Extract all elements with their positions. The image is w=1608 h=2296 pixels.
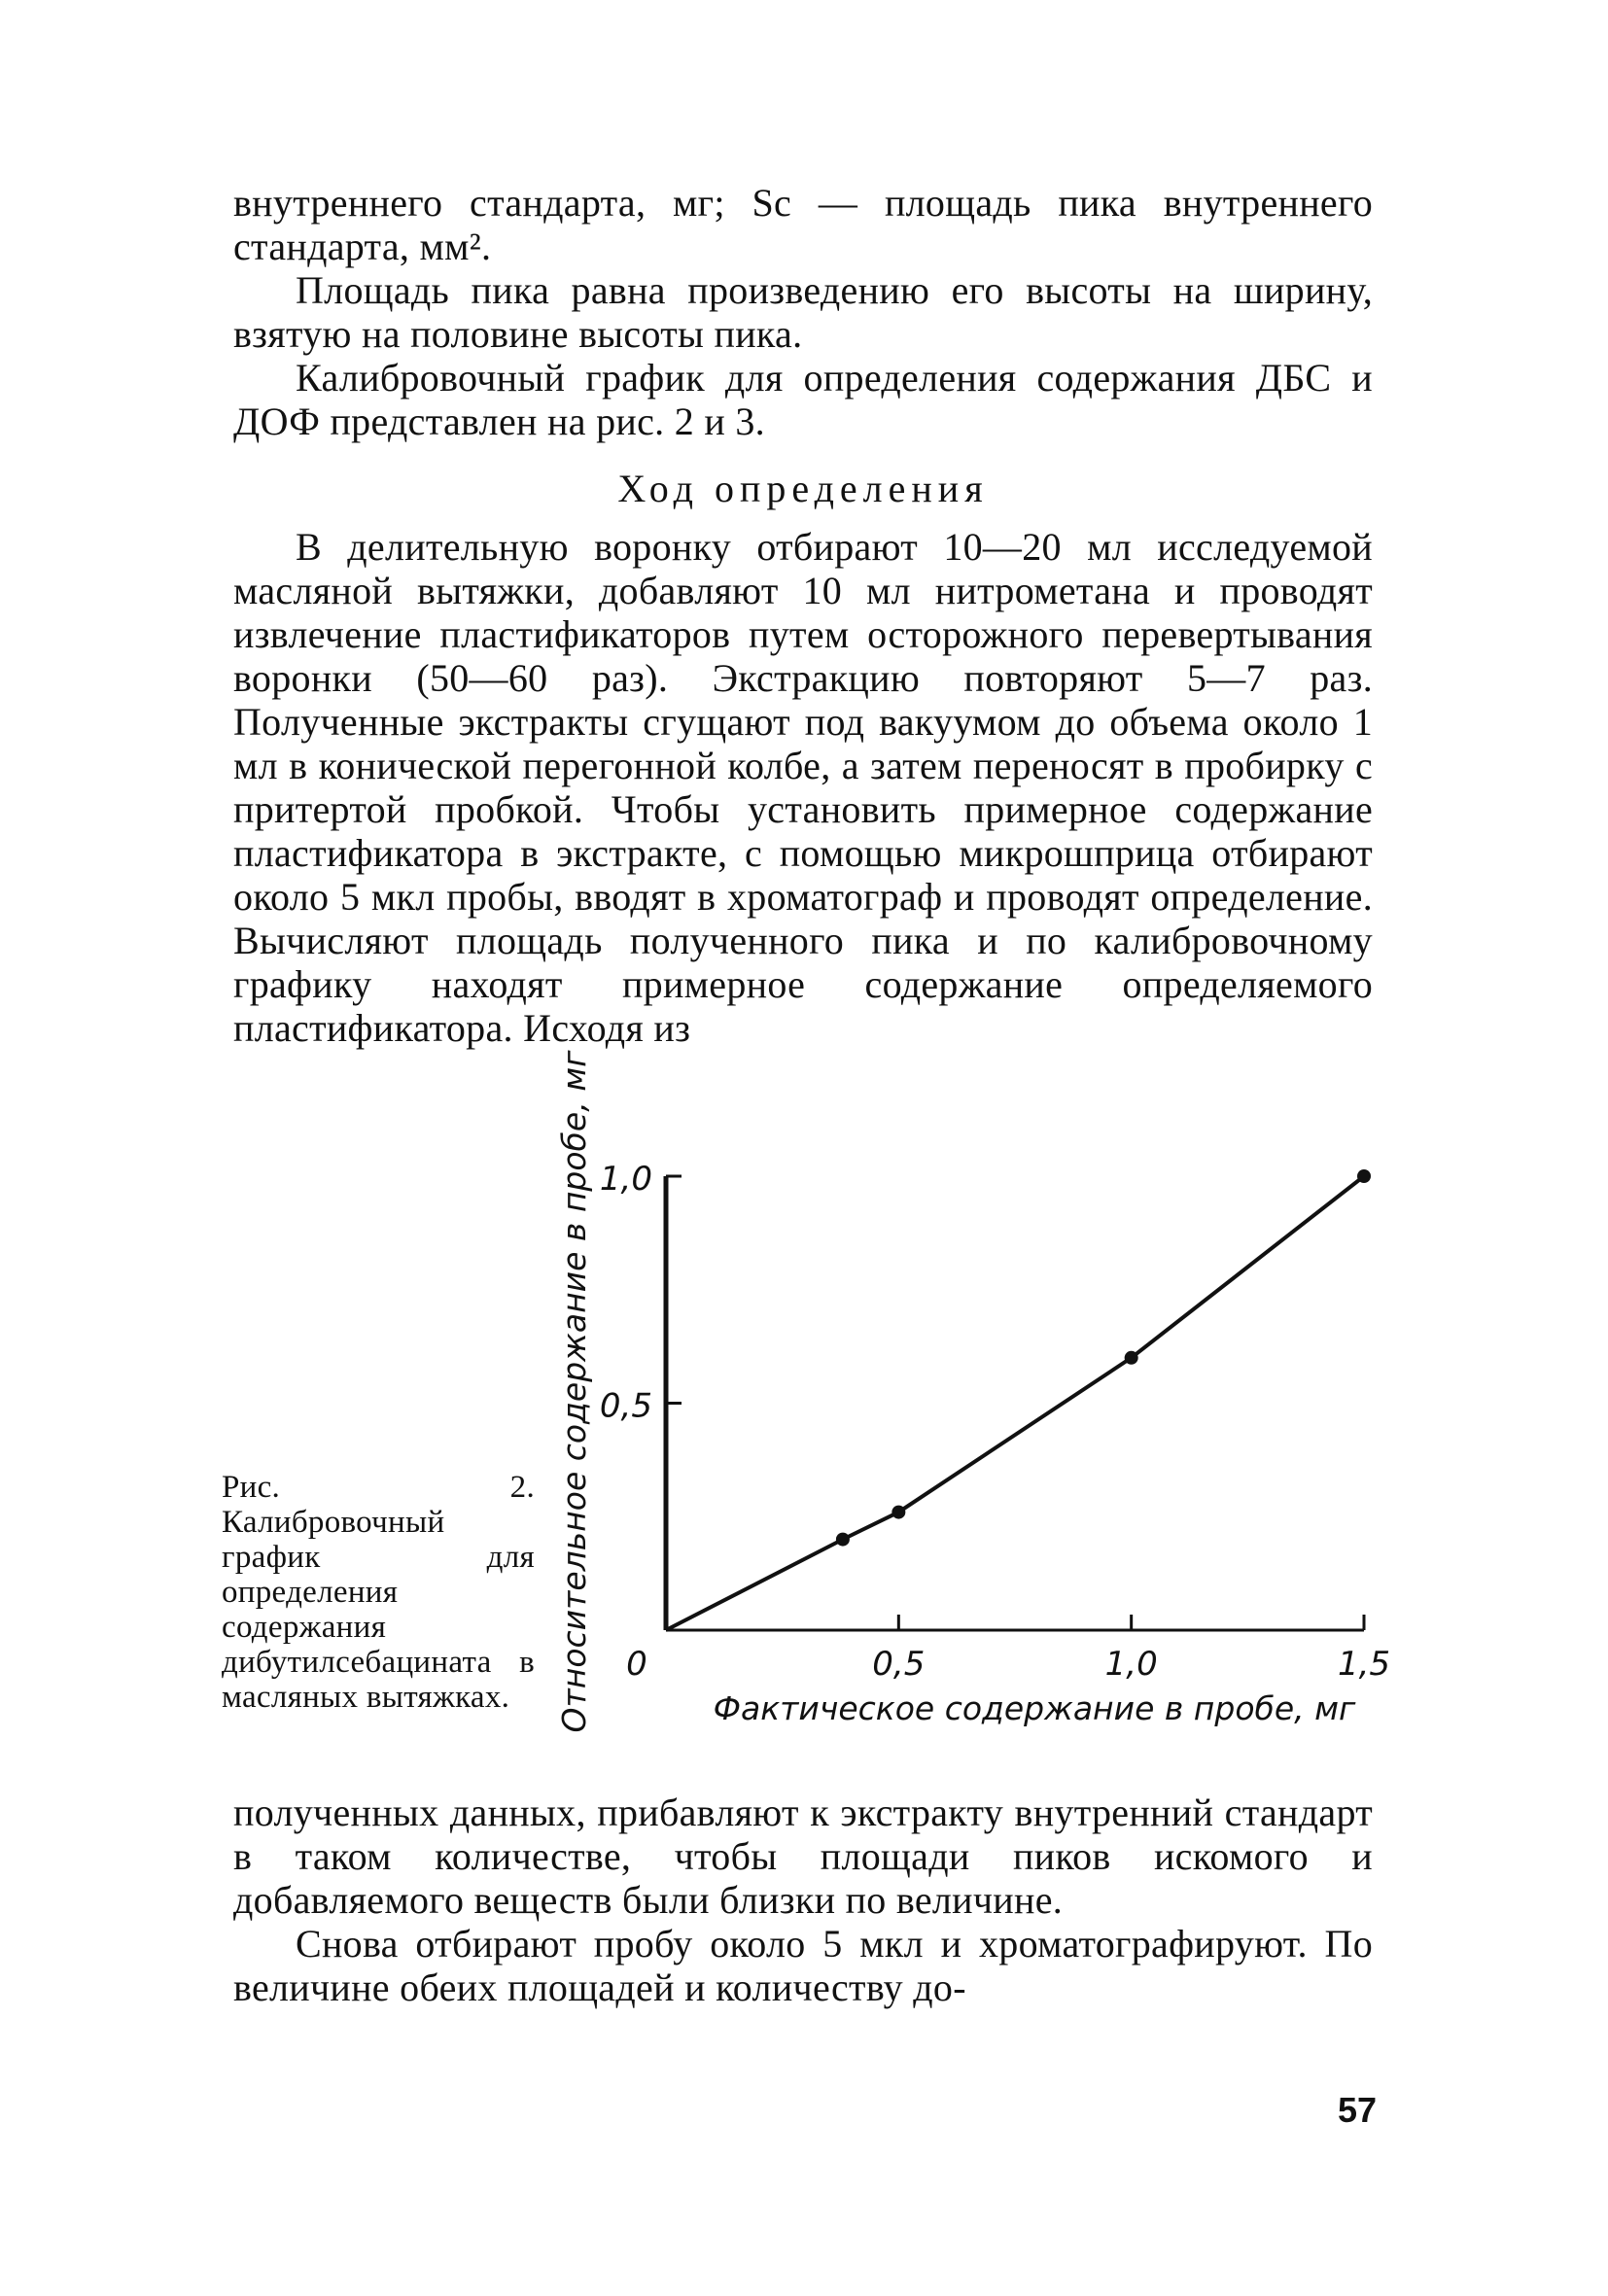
section-heading: Ход определения [617,467,989,510]
paragraph-main: В делительную воронку отбирают 10—20 мл исследуемой масляной вытяжки, добавляют 10 мл нитрометана и проводят извлечение пластификаторов путем осторожного перевертывания воронки (50—60 раз). Экстракцию повторяют 5—7 раз. Полученные экстракты сгущают под вакуумом до объема около 1 мл в конической перегонной колбе, а затем переносят в пробирку с притертой пробкой. Чтобы установить примерное содержание пластификатора в экстракте, с помощью микрошприца отбирают около 5 мкл пробы, вводят в хроматограф и проводят определение. Вычисляют площадь полученного пика и по калибровочному графику находят примерное содержание определяемого пластификатора. Исходя из [233,525,1373,1050]
paragraph: внутреннего стандарта, мг; Sc — площадь пика внутреннего стандарта, мм². [233,181,1373,268]
x-tick-label: 1,0 [1104,1645,1158,1684]
paragraph: полученных данных, прибавляют к экстракту внутренний стандарт в таком количестве, чтобы площади пиков искомого и добавляемого веществ были близки по величине. [233,1791,1373,1922]
data-point [1357,1169,1371,1183]
paragraph: Калибровочный график для определения содержания ДБС и ДОФ представлен на рис. 2 и 3. [233,356,1373,443]
paragraph: Снова отбирают пробу около 5 мкл и хроматографируют. По величине обеих площадей и количеству до- [233,1922,1373,2009]
data-point [836,1533,850,1547]
figure-caption: Рис. 2. Калибровочный график для определения содержания дибутилсебацината в масляных вытяжках. [222,1470,535,1715]
x-axis-label: Фактическое содержание в пробе, мг [713,1689,1356,1727]
x-tick-label: 1,5 [1337,1645,1391,1684]
bottom-text [233,1791,1373,2009]
data-point [891,1506,905,1519]
x-tick-label: 0,5 [872,1645,926,1684]
y-tick-label: 1,0 [599,1160,652,1199]
calibration-chart [544,1050,1391,1733]
y-axis-label: Относительное содержание в пробе, мг [555,1050,593,1733]
page-number: 57 [1338,2090,1378,2130]
top-text [233,181,1373,443]
calibration-line [666,1176,1364,1630]
y-tick-label: 0,5 [599,1386,652,1426]
data-point [1125,1351,1138,1365]
paragraph: Площадь пика равна произведению его высоты на ширину, взятую на половине высоты пика. [233,268,1373,356]
origin-label: 0 [626,1645,647,1684]
chart-content [555,1050,1390,1733]
main-text [233,525,1373,1050]
